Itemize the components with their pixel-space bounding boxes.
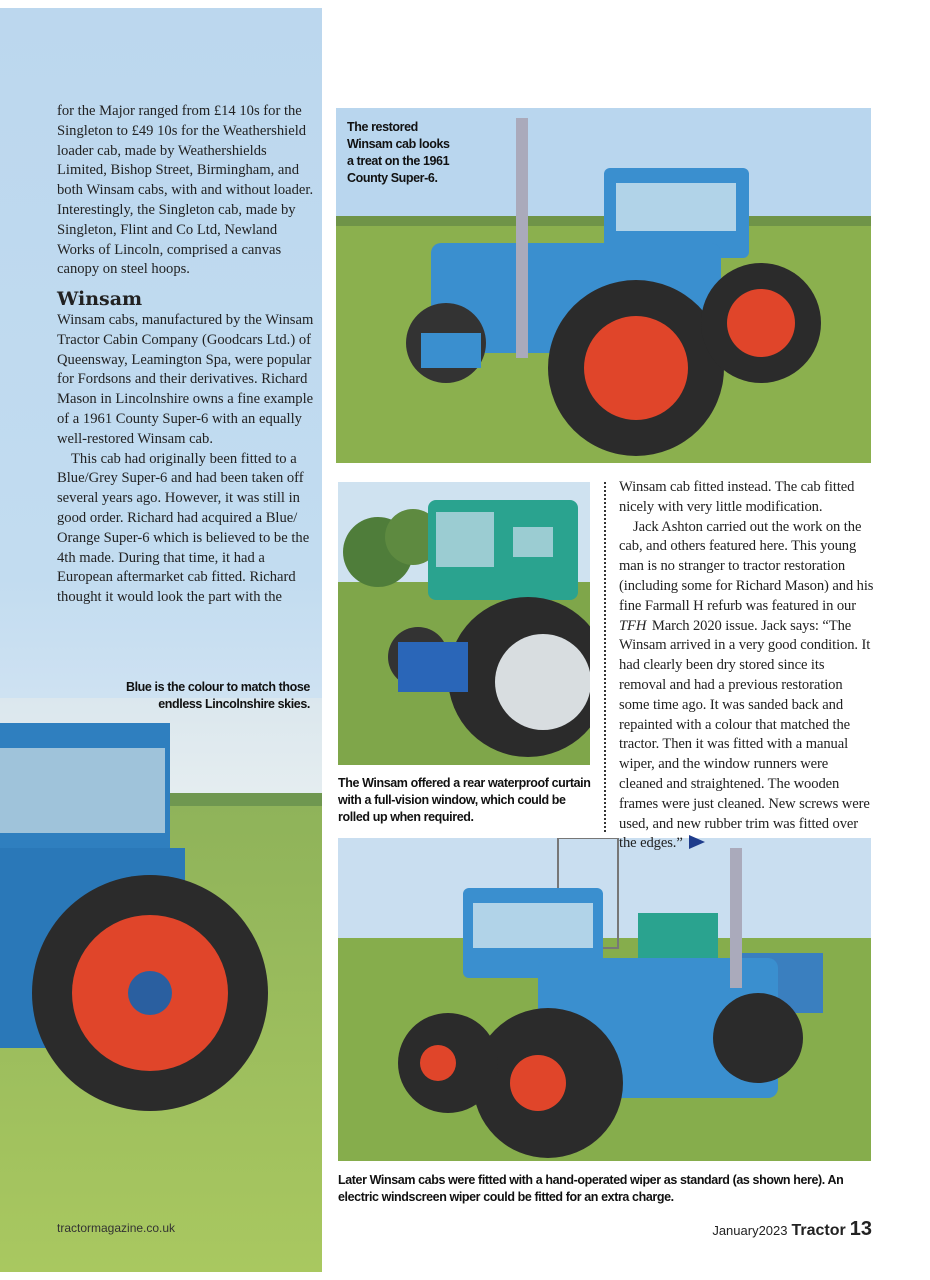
left-article-column [57,102,317,608]
article-paragraph: for the Major ranged from £14 10s for the Singleton to £49 10s for the Weathershield loader cab, made by Weathershields Limited, Bishop Street, Birmingham, and both Winsam cabs, with and without loader. Interestingly, the Singleton cab, made by Singleton, Flint and Co Ltd, Newland Works of Lincoln, comprised a canvas canopy on steel hoops. [57,103,314,278]
left-tractor-photo [0,698,322,1272]
website-url: tractormagazine.co.uk [57,1221,176,1235]
article-paragraph: Winsam cab fitted instead. The cab fitted nicely with very little modification. [619,479,855,515]
bottom-tractor-photo [338,838,871,1161]
column-divider [604,482,606,832]
right-article-column [619,478,875,852]
page-number: 13 [849,1218,872,1240]
publication-name: TFH [619,617,647,634]
middle-photo-caption: The Winsam offered a rear waterproof curtain with a full-vision window, which could be rolled up when required. [338,776,591,824]
article-paragraph [619,518,875,855]
page-footer [712,1218,872,1241]
left-photo-caption: Blue is the colour to match those endless Lincolnshire skies. [125,680,310,711]
middle-tractor-photo [338,482,590,765]
bottom-photo-caption: Later Winsam cabs were fitted with a hand-operated wiper as standard (as shown here). An electric windscreen wiper could be fitted for an extra charge. [338,1173,844,1204]
section-heading: Winsam [57,288,143,311]
issue-date: January2023 [712,1223,788,1238]
text-span: Jack Ashton carried out the work on the cab, and others featured here. This young man is no stranger to tractor restoration (including some for Richard Mason) and his fine Farmall H refurb was featured in our [619,518,874,614]
magazine-name: Tractor [791,1222,846,1239]
article-paragraph: This cab had originally been fitted to a Blue/Grey Super-6 and had been taken off several years ago. However, it was still in good order. Richard had acquired a Blue/ Orange Super-6 which is believed to be the 4th made. During that time, it had a European aftermarket cab fitted. Richard thought it would look the part with the [57,450,310,606]
arrow-right-icon [689,835,705,849]
article-paragraph: Winsam cabs, manufactured by the Winsam Tractor Cabin Company (Goodcars Ltd.) of Queensway, Leamington Spa, were popular for Fordsons and their derivatives. Richard Mason in Lincolnshire owns a fine example of a 1961 County Super-6 with an equally well-restored Winsam cab. [57,311,314,447]
top-photo-caption: The restored Winsam cab looks a treat on the 1961 County Super-6. [347,120,450,185]
text-span: March 2020 issue. Jack says: “The Winsam arrived in a very good condition. It had clearly been dry stored since its removal and had a previous restoration some time ago. It was sanded back and repainted with a colour that matched the tractor. Then it was fitted with a manual wiper, and the window runners were cleaned and straightened. The wooden frames were just cleaned. New screws were used, and new rubber trim was fitted over the edges.” [619,617,871,852]
